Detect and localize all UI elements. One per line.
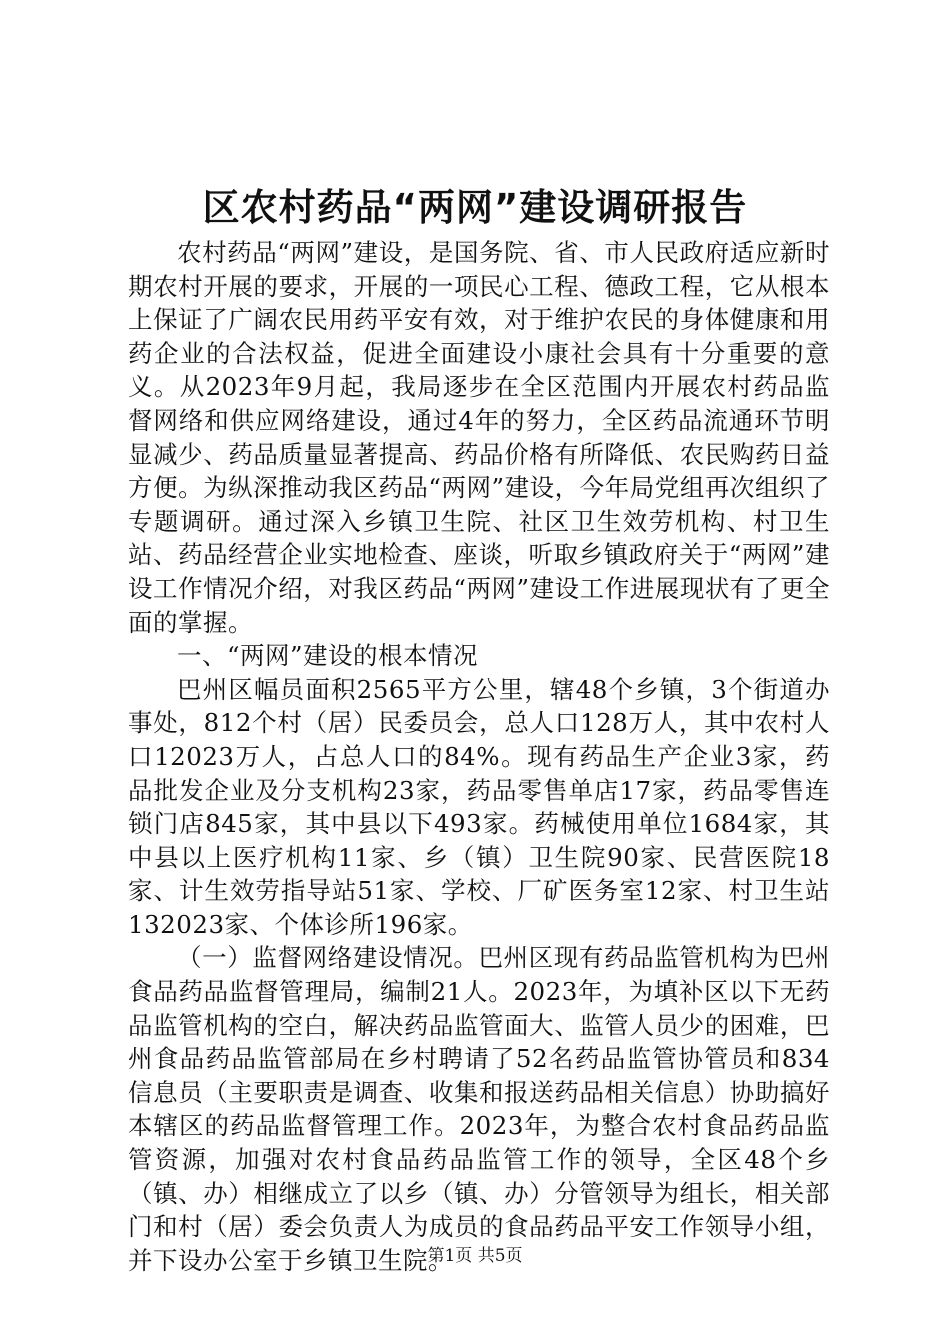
document-body (128, 236, 830, 1277)
document-title: 区农村药品“两网”建设调研报告 (202, 186, 748, 229)
section-1-heading: 一、“两网”建设的根本情况 (177, 641, 479, 671)
intro-paragraph: 农村药品“两网”建设，是国务院、省、市人民政府适应新时期农村开展的要求，开展的一项民心工程、德政工程，它从根本上保证了广阔农民用药平安有效，对于维护农民的身体健康和用药企业的合法权益，促进全面建设小康社会具有十分重要的意义。从2023年9月起，我局逐步在全区范围内开展农村药品监督网络和供应网络建设，通过4年的努力，全区药品流通环节明显减少、药品质量显著提高、药品价格有所降低、农民购药日益方便。为纵深推动我区药品“两网”建设，今年局党组再次组织了专题调研。通过深入乡镇卫生院、社区卫生效劳机构、村卫生站、药品经营企业实地检查、座谈，听取乡镇政府关于“两网”建设工作情况介绍，对我区药品“两网”建设工作进展现状有了更全面的掌握。 (128, 238, 830, 637)
section-1-paragraph: 巴州区幅员面积2565平方公里，辖48个乡镇，3个街道办事处，812个村（居）民委员会，总人口128万人，其中农村人口12023万人，占总人口的84%。现有药品生产企业3家，药品批发企业及分支机构23家，药品零售单店17家，药品零售连锁门店845家，其中县以下493家。药械使用单位1684家，其中县以上医疗机构11家、乡（镇）卫生院90家、民营医院18家、计生效劳指导站51家、学校、厂矿医务室12家、村卫生站132023家、个体诊所196家。 (128, 674, 830, 939)
page-indicator: 第1页 共5页 (427, 1246, 523, 1266)
subsection-1-paragraph: （一）监督网络建设情况。巴州区现有药品监管机构为巴州食品药品监督管理局，编制21人。2023年，为填补区以下无药品监管机构的空白，解决药品监管面大、监管人员少的困难，巴州食品药品监管部局在乡村聘请了52名药品监管协管员和834信息员（主要职责是调查、收集和报送药品相关信息）协助搞好本辖区的药品监督管理工作。2023年，为整合农村食品药品监管资源，加强对农村食品药品监管工作的领导，全区48个乡（镇、办）相继成立了以乡（镇、办）分管领导为组长，相关部门和村（居）委会负责人为成员的食品药品平安工作领导小组，并下设办公室于乡镇卫生院。 (128, 943, 830, 1275)
